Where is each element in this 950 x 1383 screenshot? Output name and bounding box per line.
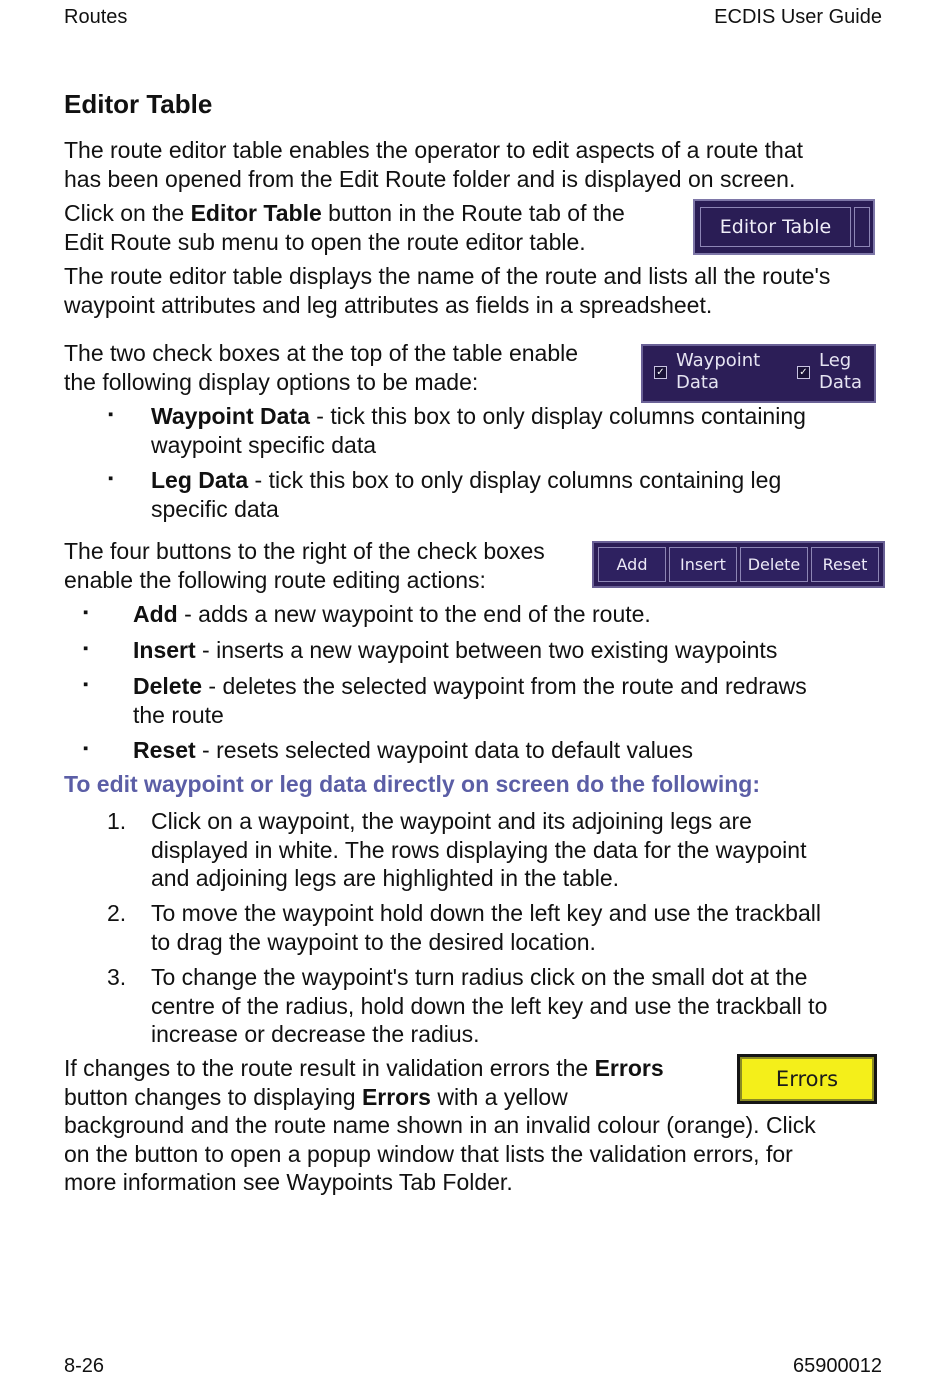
list-bullet: ▪: [108, 406, 114, 423]
step-number: 3.: [107, 964, 127, 990]
leg-data-checkbox: ✓: [797, 366, 810, 379]
list-item-leg-data: Leg Data - tick this box to only display columns containing leg specific data: [151, 467, 782, 522]
intro-paragraph: [64, 136, 803, 193]
buttons-para-line-1: The four buttons to the right of the check boxes: [64, 538, 545, 564]
display-options-checkboxes-image: [641, 344, 876, 403]
step-number: 2.: [107, 900, 127, 926]
step-2: To move the waypoint hold down the left key and use the trackball to drag the waypoint to the desired location.: [151, 900, 821, 955]
check-para-line-1: The two check boxes at the top of the table enable: [64, 340, 579, 366]
errors-button-image: [737, 1054, 877, 1104]
display-paragraph: [64, 262, 830, 319]
errors-paragraph: If changes to the route result in validation errors the Errors button changes to displaying Errors with a yellow background and the route name shown in an invalid colour (orange). Click on the button to open a popup window that lists the validation errors, for more information see Waypoints Tab Folder.: [64, 1055, 816, 1195]
step-3: To change the waypoint's turn radius click on the small dot at the centre of the radius, hold down the left key and use the trackball to increase or decrease the radius.: [151, 964, 828, 1047]
intro-line-1: The route editor table enables the operator to edit aspects of a route that: [64, 137, 804, 163]
editor-table-instruction: [64, 199, 625, 256]
list-bullet: ▪: [108, 470, 114, 487]
buttons-paragraph: [64, 537, 545, 594]
editor-table-term: Editor Table: [190, 200, 322, 226]
running-header-left: Routes: [64, 6, 128, 28]
errors-term: Errors: [361, 1083, 431, 1110]
procedure-heading: To edit waypoint or leg data directly on screen do the following:: [64, 771, 761, 797]
errors-button-label: Errors: [740, 1057, 874, 1101]
intro-line-2: has been opened from the Edit Route folder and is displayed on screen.: [64, 165, 796, 192]
delete-button-image: Delete: [740, 547, 808, 582]
reset-button-image: Reset: [811, 547, 879, 582]
waypoint-data-checkbox: ✓: [654, 366, 667, 379]
step-1: Click on a waypoint, the waypoint and its adjoining legs are displayed in white. The rows displaying the data for the waypoint and adjoining legs are highlighted in the table.: [151, 808, 807, 891]
route-action-buttons-image: [592, 541, 885, 588]
check-para-line-2: the following display options to be made:: [64, 368, 479, 395]
editor-table-button-label: Editor Table: [700, 207, 851, 247]
list-item-delete: Delete - deletes the selected waypoint from the route and redraws the route: [133, 673, 807, 728]
add-button-image: Add: [598, 547, 666, 582]
page-number: 8-26: [64, 1355, 105, 1377]
insert-button-image: Insert: [669, 547, 737, 582]
waypoint-data-label: Waypoint Data: [676, 350, 761, 393]
list-bullet: ▪: [83, 640, 89, 657]
list-item-reset: Reset - resets selected waypoint data to default values: [133, 737, 693, 763]
list-item-add: Add - adds a new waypoint to the end of the route.: [133, 601, 651, 627]
check-boxes-paragraph: [64, 339, 578, 396]
instruction-text-cont: button in the Route tab of the: [321, 200, 625, 226]
display-line-1: The route editor table displays the name of the route and lists all the route's: [64, 263, 831, 289]
leg-data-label: Leg Data: [819, 350, 862, 393]
list-item-insert: Insert - inserts a new waypoint between two existing waypoints: [133, 637, 778, 663]
list-bullet: ▪: [83, 676, 89, 693]
list-bullet: ▪: [83, 740, 89, 757]
section-title: Editor Table: [64, 89, 213, 119]
list-bullet: ▪: [83, 604, 89, 621]
document-number: 65900012: [793, 1355, 882, 1377]
running-header-right: ECDIS User Guide: [714, 6, 882, 28]
step-number: 1.: [107, 808, 127, 834]
adjacent-button-edge: [854, 207, 870, 247]
display-line-2: waypoint attributes and leg attributes as fields in a spreadsheet.: [64, 291, 713, 318]
instruction-line-2: Edit Route sub menu to open the route editor table.: [64, 228, 586, 255]
errors-term: Errors: [594, 1055, 664, 1081]
list-item-waypoint-data: Waypoint Data - tick this box to only display columns containing waypoint specific data: [151, 403, 806, 458]
buttons-para-line-2: enable the following route editing actions:: [64, 566, 486, 593]
instruction-text: Click on the: [64, 200, 191, 226]
editor-table-button-image: [693, 199, 875, 255]
